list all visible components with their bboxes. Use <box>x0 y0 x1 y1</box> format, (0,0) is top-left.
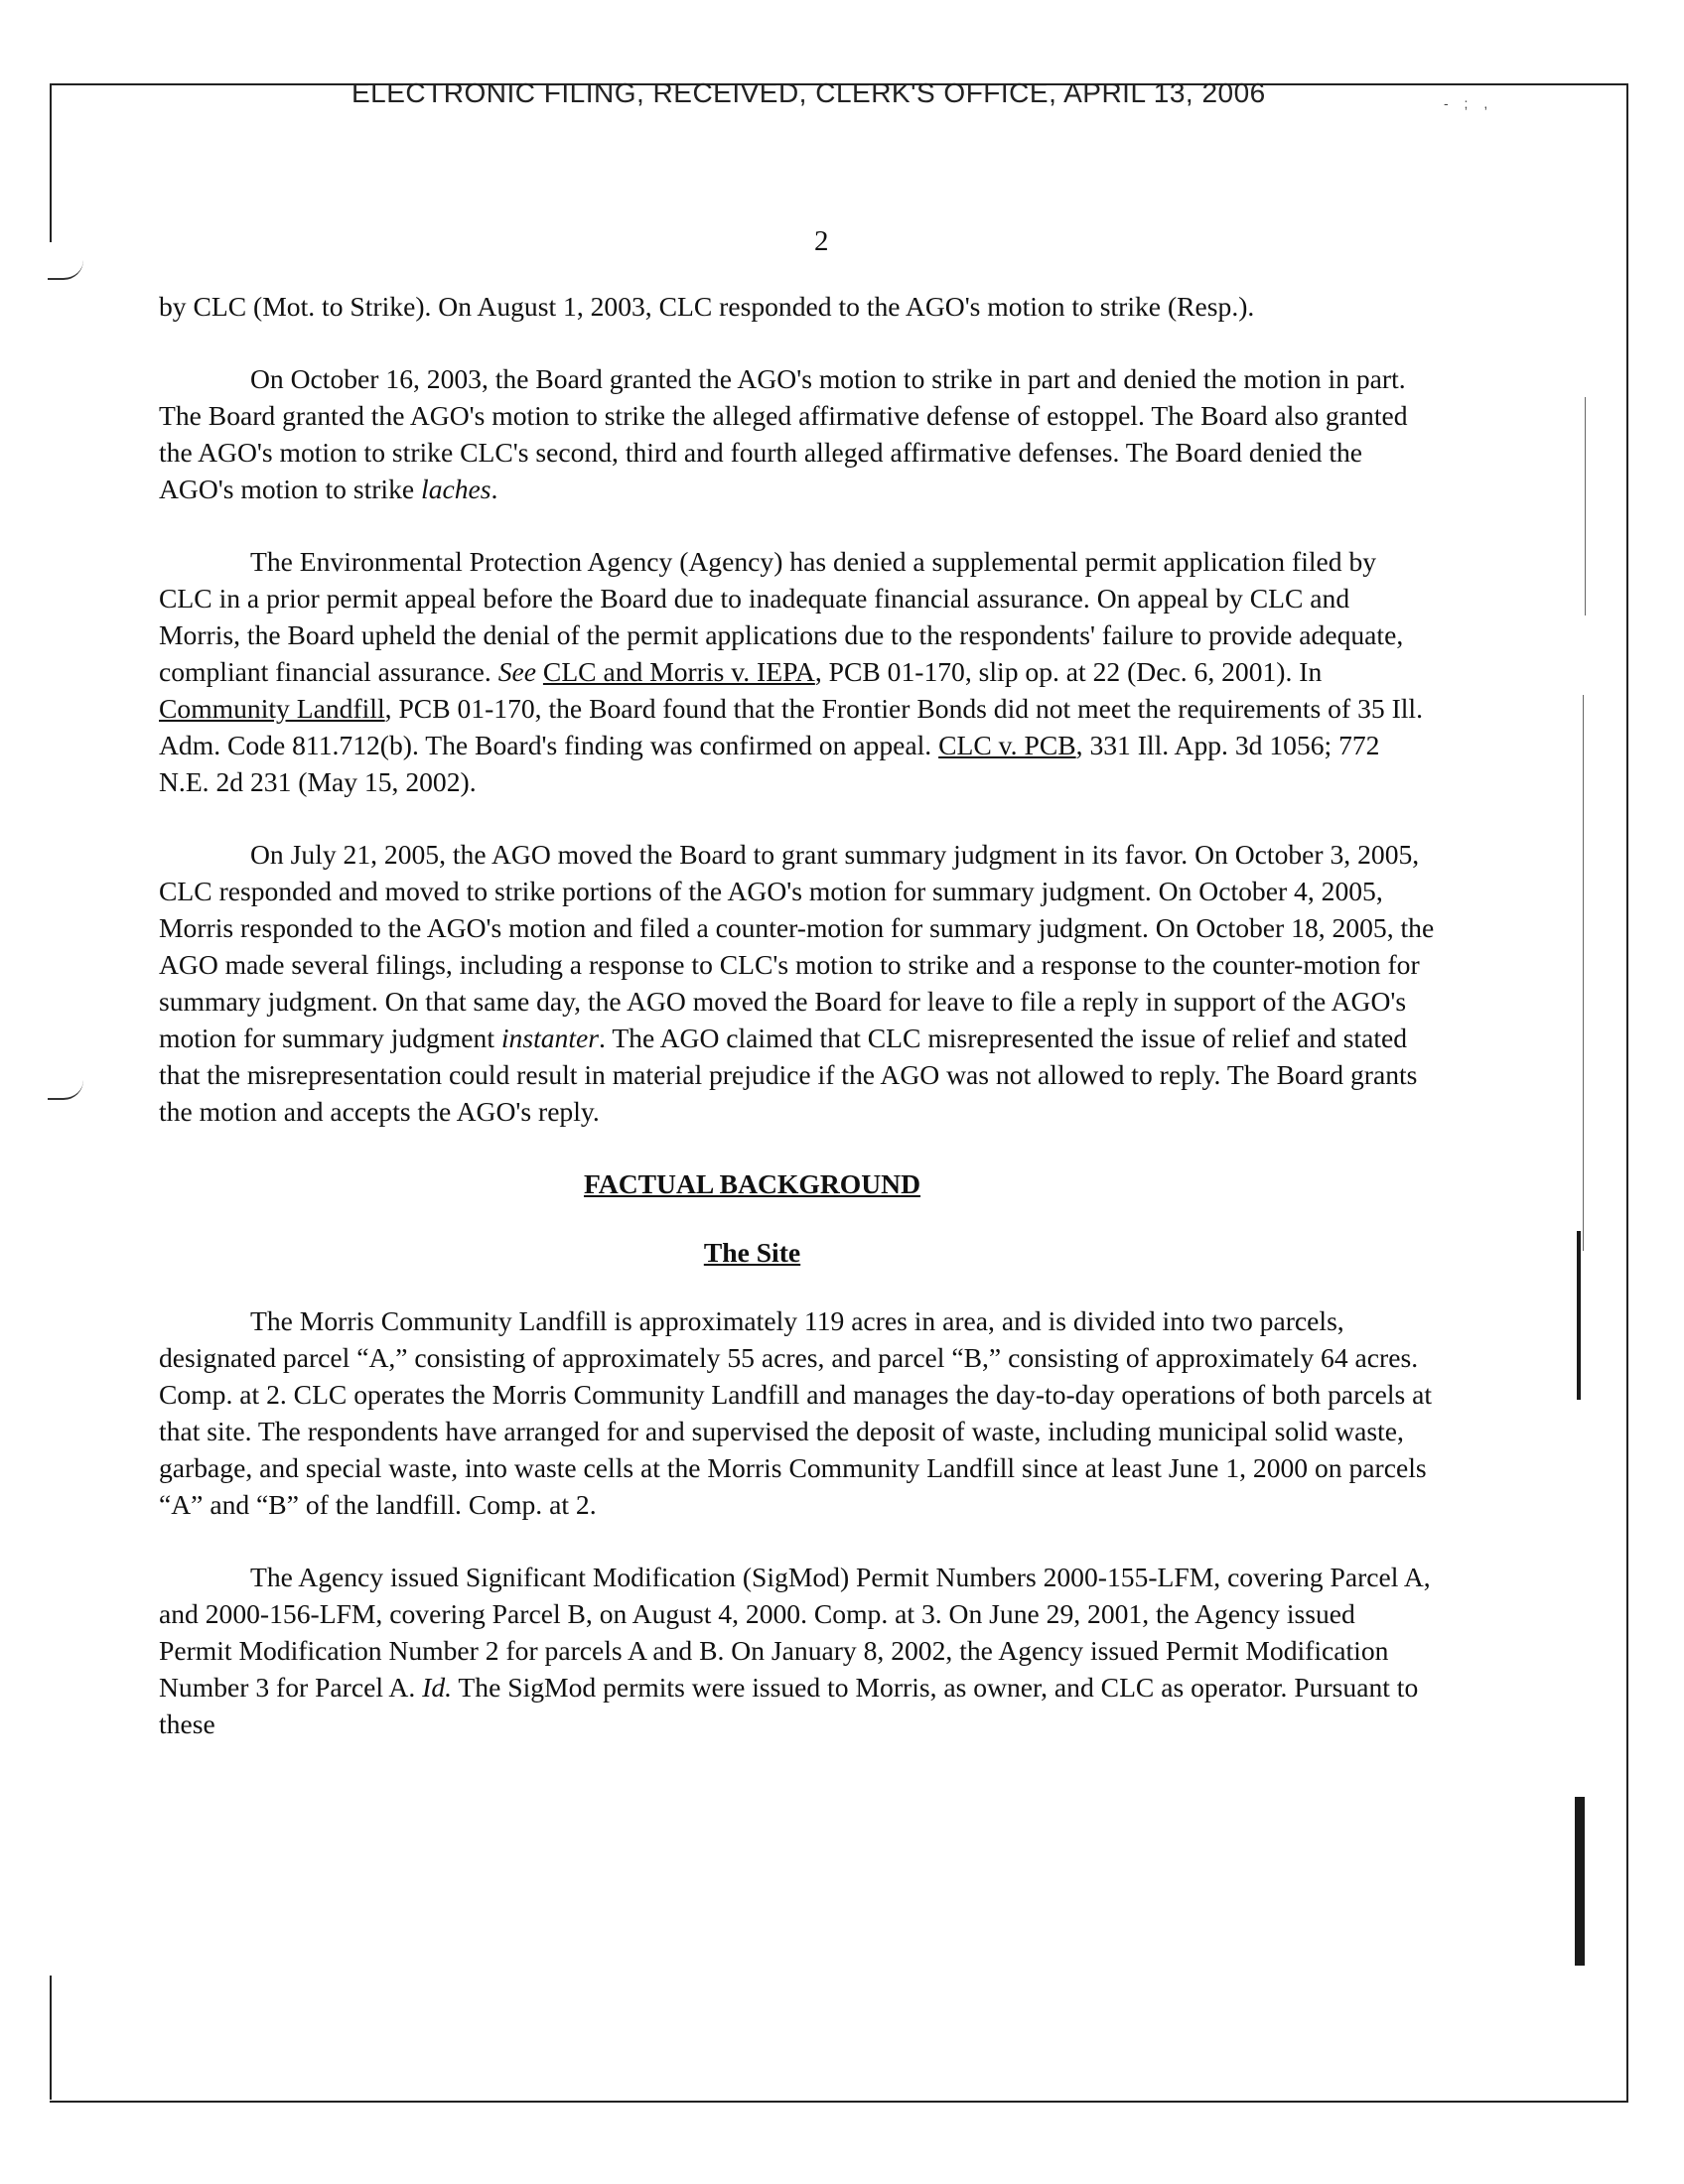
paragraph-text: The SigMod permits were issued to Morris, as owner, and CLC as operator. Pursuant to these <box>159 1672 1419 1739</box>
paragraph-text: On October 16, 2003, the Board granted the AGO's motion to strike in part and denied the motion in part. The Board granted the AGO's motion to strike the alleged affirmative defense of estoppel. The Board also granted the AGO's motion to strike CLC's second, third and fourth alleged affirmative defenses. The Board denied the AGO's motion to strike <box>159 363 1408 504</box>
italic-term: laches <box>421 474 491 504</box>
paragraph-motion-strike <box>159 288 1435 325</box>
paragraph-text: , PCB 01-170, slip op. at 22 (Dec. 6, 2001). In <box>814 656 1323 687</box>
document-body <box>159 288 1435 1778</box>
page-border-left-top <box>50 83 52 242</box>
scan-artifact-line <box>1585 397 1586 615</box>
scan-artifact-line <box>1583 695 1584 1251</box>
italic-citation: Id. <box>422 1672 453 1703</box>
case-citation: CLC v. PCB <box>938 730 1076 760</box>
electronic-filing-stamp: ELECTRONIC FILING, RECEIVED, CLERK'S OFFICE, APRIL 13, 2006 <box>351 77 1266 108</box>
paragraph-text: . The AGO claimed that CLC misrepresented the issue of relief and stated that the misrepresentation could result in material prejudice if the AGO was not allowed to reply. The Board grants the motion and accepts the AGO's reply. <box>159 1023 1418 1127</box>
paragraph-sigmod-permits <box>159 1559 1435 1742</box>
paragraph-text: , PCB 01-170, the Board found that the Frontier Bonds did not meet the requirements of 35 Ill. Adm. Code 811.712(b). The Board's finding was confirmed on appeal. <box>159 693 1423 760</box>
case-citation: CLC and Morris v. IEPA <box>542 656 815 687</box>
case-citation: Community Landfill <box>159 693 385 724</box>
paragraph-text: On July 21, 2005, the AGO moved the Board to grant summary judgment in its favor. On October 3, 2005, CLC responded and moved to strike portions of the AGO's motion for summary judgment. On October 4, 2005, Morris responded to the AGO's motion and filed a counter-motion for summary judgment. On October 18, 2005, the AGO made several filings, including a response to CLC's motion to strike and a response to the counter-motion for summary judgment. On that same day, the AGO moved the Board for leave to file a reply in support of the AGO's motion for summary judgment <box>159 839 1435 1053</box>
paragraph-summary-judgment <box>159 836 1435 1130</box>
subsection-heading: The Site <box>703 1237 801 1268</box>
section-heading: FACTUAL BACKGROUND <box>583 1168 921 1199</box>
paragraph-text: The Environmental Protection Agency (Agency) has denied a supplemental permit application filed by CLC in a prior permit appeal before the Board due to inadequate financial assurance. On appeal by CLC and Morris, the Board upheld the denial of the permit applications due to the respondents' failure to provide adequate, compliant financial assurance. <box>159 546 1404 687</box>
page-border-left-bottom <box>50 1976 52 2100</box>
paragraph-text: . <box>491 474 498 504</box>
scan-artifact-bar <box>1575 1797 1585 1966</box>
paragraph-text: by CLC (Mot. to Strike). On August 1, 2003, CLC responded to the AGO's motion to strike (Resp.). <box>159 291 1255 322</box>
italic-signal: See <box>497 656 537 687</box>
paragraph-board-ruling <box>159 360 1435 507</box>
fax-header-mark: - ; , <box>1444 95 1494 111</box>
paragraph-text: The Agency issued Significant Modification (SigMod) Permit Numbers 2000-155-LFM, covering Parcel A, and 2000-156-LFM, covering Parcel B, on August 4, 2000. Comp. at 3. On June 29, 2001, the Agency issued Permit Modification Number 2 for parcels A and B. On January 8, 2002, the Agency issued Permit Modification Number 3 for Parcel A. <box>159 1562 1431 1703</box>
paragraph-text: , 331 Ill. App. 3d 1056; 772 N.E. 2d 231 (May 15, 2002). <box>159 730 1380 797</box>
italic-term: instanter <box>500 1023 600 1053</box>
paragraph-site-description <box>159 1302 1435 1523</box>
paragraph-agency-denial <box>159 543 1435 800</box>
page-number: 2 <box>814 225 829 257</box>
paragraph-text: The Morris Community Landfill is approximately 119 acres in area, and is divided into two parcels, designated parcel “A,” consisting of approximately 55 acres, and parcel “B,” consisting of approximately 64 acres. Comp. at 2. CLC operates the Morris Community Landfill and manages the day-to-day operations of both parcels at that site. The respondents have arranged for and supervised the deposit of waste, including municipal solid waste, garbage, and special waste, into waste cells at the Morris Community Landfill since at least June 1, 2000 on parcels “A” and “B” of the landfill. Comp. at 2. <box>159 1305 1433 1520</box>
scan-artifact-bar <box>1577 1231 1581 1400</box>
